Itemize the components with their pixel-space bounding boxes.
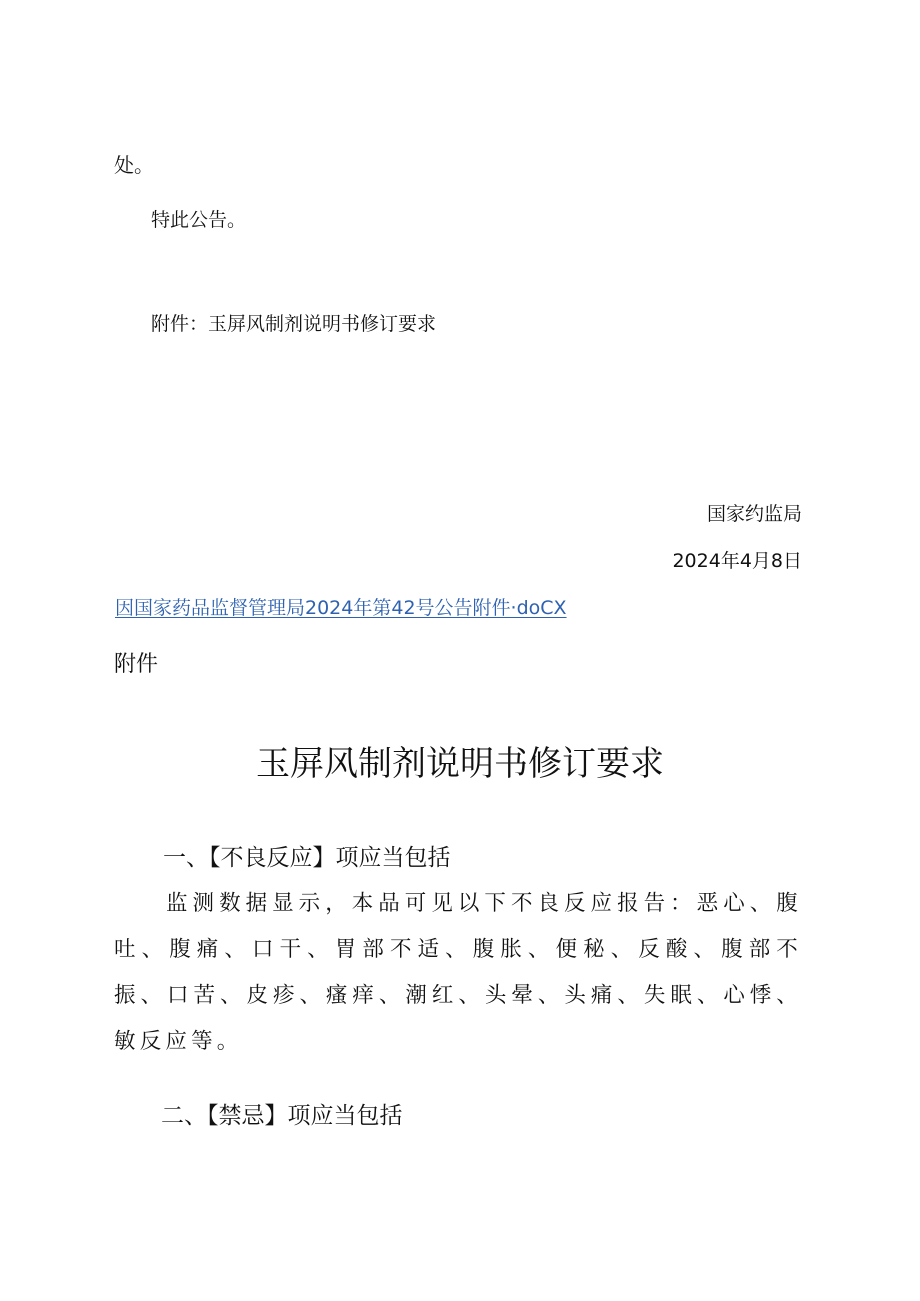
attachment-note: 附件：玉屏风制剂说明书修订要求 bbox=[151, 313, 437, 335]
previous-page-fragment: 处。 bbox=[114, 153, 154, 177]
paragraph-line: 振、口苦、皮疹、瘙痒、潮红、头晕、头痛、失眠、心悸、 bbox=[114, 983, 802, 1008]
attachment-label: 附件 bbox=[114, 652, 159, 677]
issuing-authority: 国家约监局 bbox=[706, 503, 802, 525]
notice-closing: 特此公告。 bbox=[151, 209, 247, 231]
section-heading-adverse-reactions: 一、【不良反应】项应当包括 bbox=[163, 845, 451, 871]
section-heading-contraindications: 二、【禁忌】项应当包括 bbox=[161, 1103, 403, 1129]
paragraph-line: 吐、腹痛、口干、胃部不适、腹胀、便秘、反酸、腹部不 bbox=[114, 937, 802, 962]
paragraph-line: 敏反应等。 bbox=[114, 1029, 243, 1054]
adverse-reactions-paragraph bbox=[114, 881, 802, 1065]
paragraph-line: 监测数据显示，本品可见以下不良反应报告：恶心、腹 bbox=[166, 891, 802, 916]
attachment-file-link[interactable]: 因国家药品监督管理局2024年第42号公告附件·doCX bbox=[115, 597, 567, 619]
issue-date: 2024年4月8日 bbox=[672, 550, 802, 572]
document-title: 玉屏风制剂说明书修订要求 bbox=[256, 744, 664, 784]
